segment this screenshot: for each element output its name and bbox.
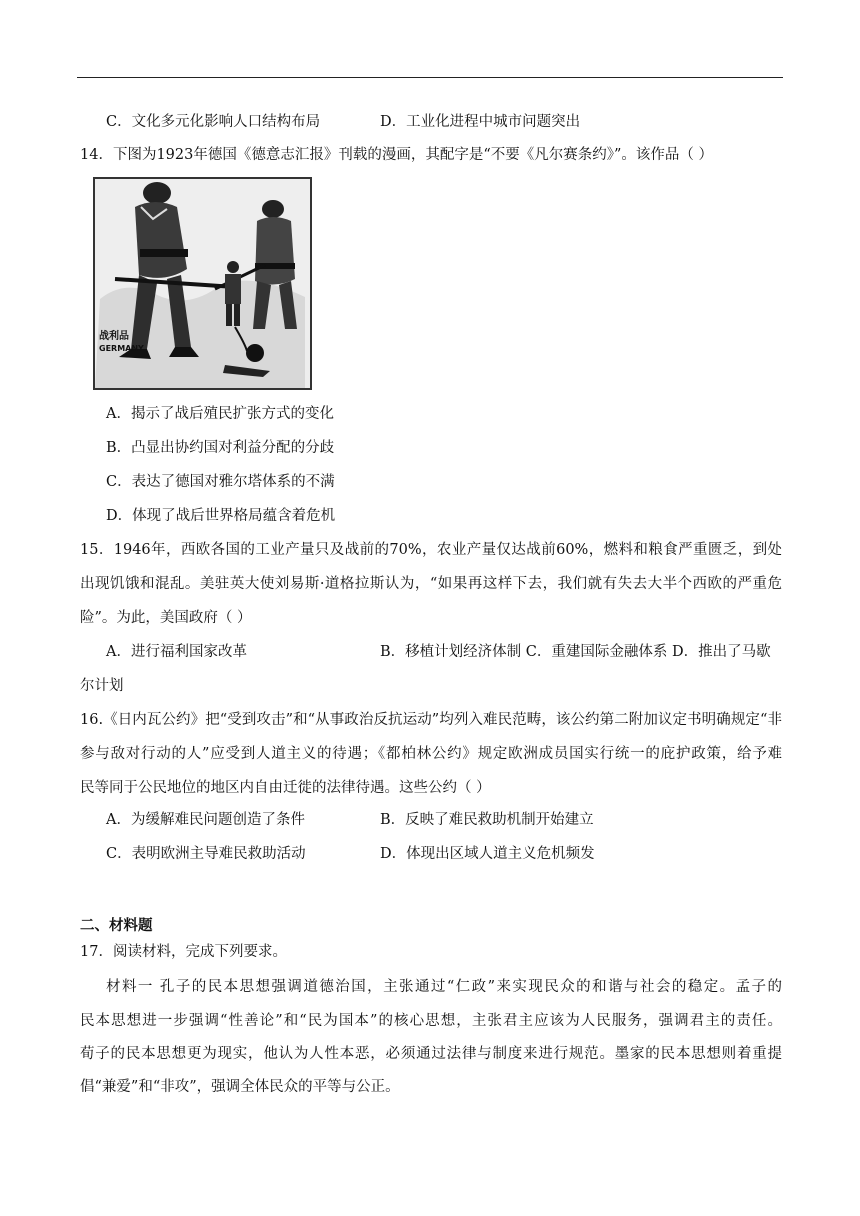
- q17-stem: 17．阅读材料，完成下列要求。: [80, 944, 287, 960]
- q13-option-d[interactable]: D．工业化进程中城市问题突出: [380, 114, 581, 130]
- q16-option-a[interactable]: A．为缓解难民问题创造了条件: [106, 812, 305, 828]
- q17-material-line-3: 荀子的民本思想更为现实，他认为人性本恶，必须通过法律与制度来进行规范。墨家的民本思想则着重提: [80, 1046, 782, 1062]
- q16-stem-line-2: 参与敌对行动的人”应受到人道主义的待遇；《都柏林公约》规定欧洲成员国实行统一的庇护政策，给予难: [80, 746, 782, 762]
- q14-cartoon-image: [93, 177, 312, 390]
- q14-option-b[interactable]: B．凸显出协约国对利益分配的分歧: [106, 440, 335, 456]
- q14-option-c[interactable]: C．表达了德国对雅尔塔体系的不满: [106, 474, 335, 490]
- q17-material-line-2: 民本思想进一步强调“性善论”和“民为国本”的核心思想，主张君主应该为人民服务，强调君主的责任。: [80, 1013, 782, 1029]
- q16-option-c[interactable]: C．表明欧洲主导难民救助活动: [106, 846, 306, 862]
- q16-option-b[interactable]: B．反映了难民救助机制开始建立: [380, 812, 594, 828]
- q14-stem: 14．下图为1923年德国《德意志汇报》刊载的漫画，其配字是“不要《凡尔赛条约》”。该作品（ ）: [80, 147, 714, 163]
- q16-stem-line-1: 16.《日内瓦公约》把“受到攻击”和“从事政治反抗运动”均列入难民范畴，该公约第二附加议定书明确规定“非: [80, 712, 782, 728]
- q17-material-line-4: 倡“兼爱”和“非攻”，强调全体民众的平等与公正。: [80, 1079, 400, 1095]
- q16-option-d[interactable]: D．体现出区域人道主义危机频发: [380, 846, 595, 862]
- cartoon-label-1: 战利品: [99, 331, 129, 342]
- q15-option-bcd[interactable]: B．移植计划经济体制 C．重建国际金融体系 D．推出了马歇: [380, 644, 771, 660]
- q15-option-a[interactable]: A．进行福利国家改革: [106, 644, 247, 660]
- q15-stem-line-3: 险”。为此，美国政府（ ）: [80, 610, 252, 626]
- q17-material-line-1: 材料一 孔子的民本思想强调道德治国，主张通过“仁政”来实现民众的和谐与社会的稳定。孟子的: [106, 979, 782, 995]
- q15-option-d-continued: 尔计划: [80, 678, 124, 694]
- section-heading: 二、材料题: [80, 917, 153, 934]
- q14-option-d[interactable]: D．体现了战后世界格局蕴含着危机: [106, 508, 336, 524]
- q15-stem-line-1: 15．1946年，西欧各国的工业产量只及战前的70%，农业产量仅达战前60%，燃料和粮食严重匮乏，到处: [80, 542, 782, 558]
- q15-stem-line-2: 出现饥饿和混乱。美驻英大使刘易斯·道格拉斯认为，“如果再这样下去，我们就有失去大半个西欧的严重危: [80, 576, 782, 592]
- cartoon-label-2: GERMANY: [99, 344, 144, 353]
- q16-stem-line-3: 民等同于公民地位的地区内自由迁徙的法律待遇。这些公约（ ）: [80, 780, 491, 796]
- q14-option-a[interactable]: A．揭示了战后殖民扩张方式的变化: [106, 406, 334, 422]
- header-rule: [77, 77, 783, 78]
- q13-option-c[interactable]: C．文化多元化影响人口结构布局: [106, 114, 321, 130]
